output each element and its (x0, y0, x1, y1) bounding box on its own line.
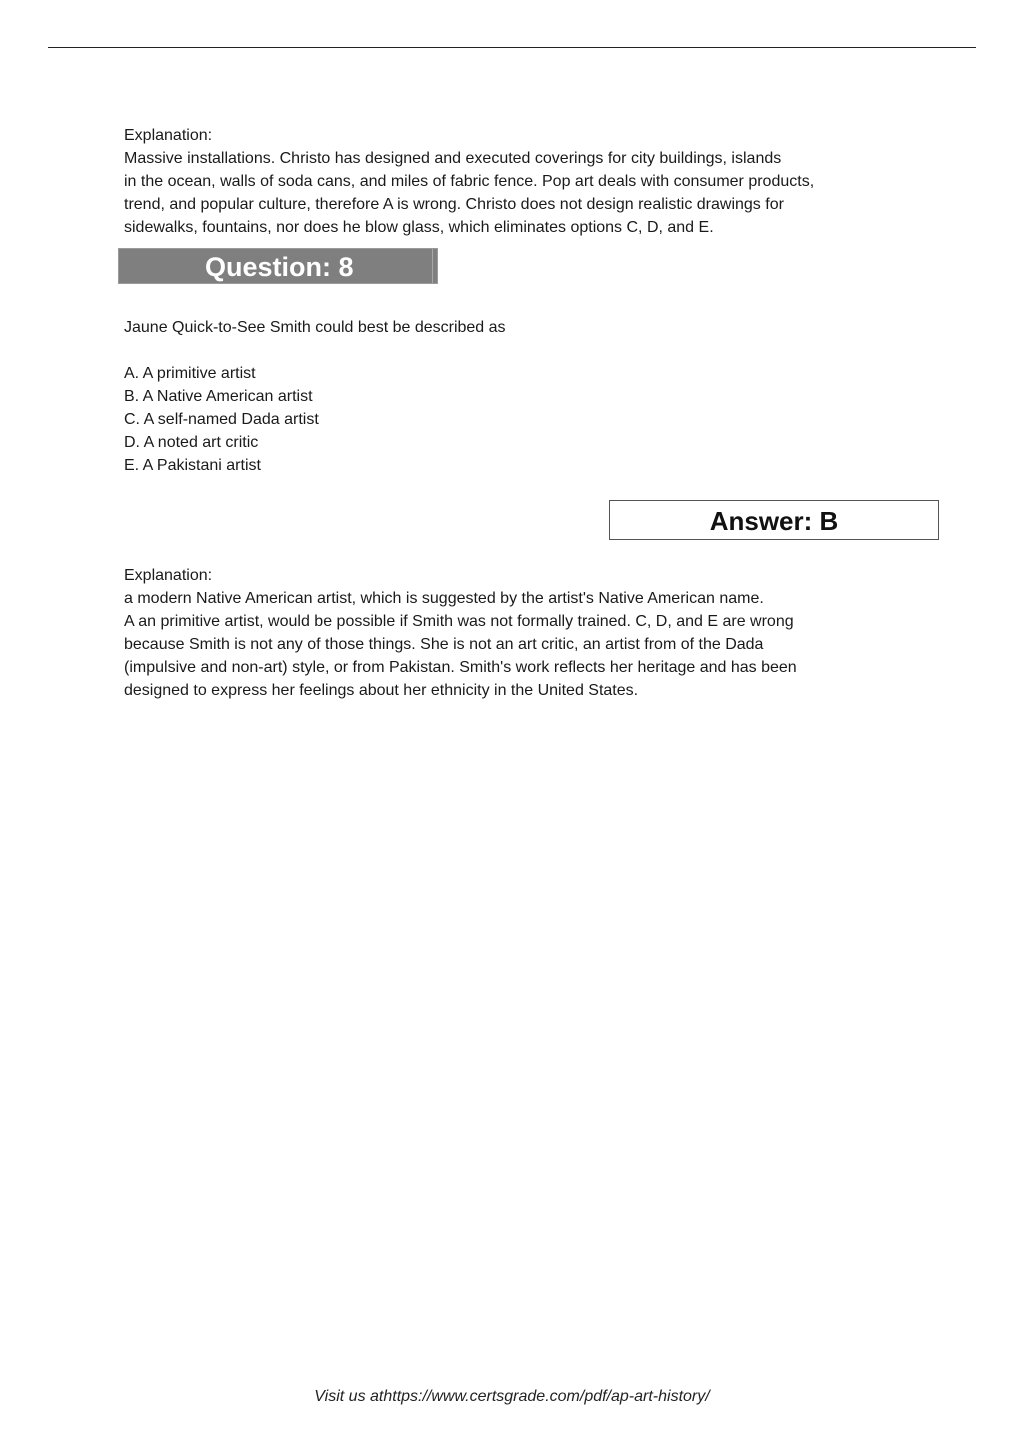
answer-label: Answer: B (709, 506, 839, 536)
option-d: D. A noted art critic (124, 434, 259, 451)
explanation-line: sidewalks, fountains, nor does he blow glass, which eliminates options C, D, and E. (124, 219, 714, 236)
option-a: A. A primitive artist (124, 365, 256, 382)
option-b: B. A Native American artist (124, 388, 313, 405)
banner-divider (432, 249, 433, 283)
explanation-line: Massive installations. Christo has designed and executed coverings for city buildings, islands (124, 150, 782, 167)
question-prompt: Jaune Quick-to-See Smith could best be described as (124, 319, 506, 336)
header-rule (48, 47, 976, 48)
explanation-line: designed to express her feelings about her ethnicity in the United States. (124, 682, 639, 699)
explanation-heading: Explanation: (124, 127, 213, 144)
explanation-line: (impulsive and non-art) style, or from Pakistan. Smith's work reflects her heritage and has been (124, 659, 797, 676)
explanation-line: in the ocean, walls of soda cans, and miles of fabric fence. Pop art deals with consumer products, (124, 173, 815, 190)
question-banner (118, 248, 438, 284)
explanation-line: because Smith is not any of those things. She is not an art critic, an artist from of the Dada (124, 636, 764, 653)
explanation-line: trend, and popular culture, therefore A is wrong. Christo does not design realistic drawings for (124, 196, 784, 213)
explanation-line: a modern Native American artist, which is suggested by the artist's Native American name. (124, 590, 764, 607)
footer-link[interactable]: Visit us athttps://www.certsgrade.com/pdf/ap-art-history/ (314, 1388, 710, 1405)
option-e: E. A Pakistani artist (124, 457, 261, 474)
option-c: C. A self-named Dada artist (124, 411, 319, 428)
question-title: Question: 8 (205, 252, 354, 282)
explanation-heading: Explanation: (124, 567, 213, 584)
explanation-line: A an primitive artist, would be possible if Smith was not formally trained. C, D, and E are wrong (124, 613, 794, 630)
answer-box (609, 500, 939, 540)
